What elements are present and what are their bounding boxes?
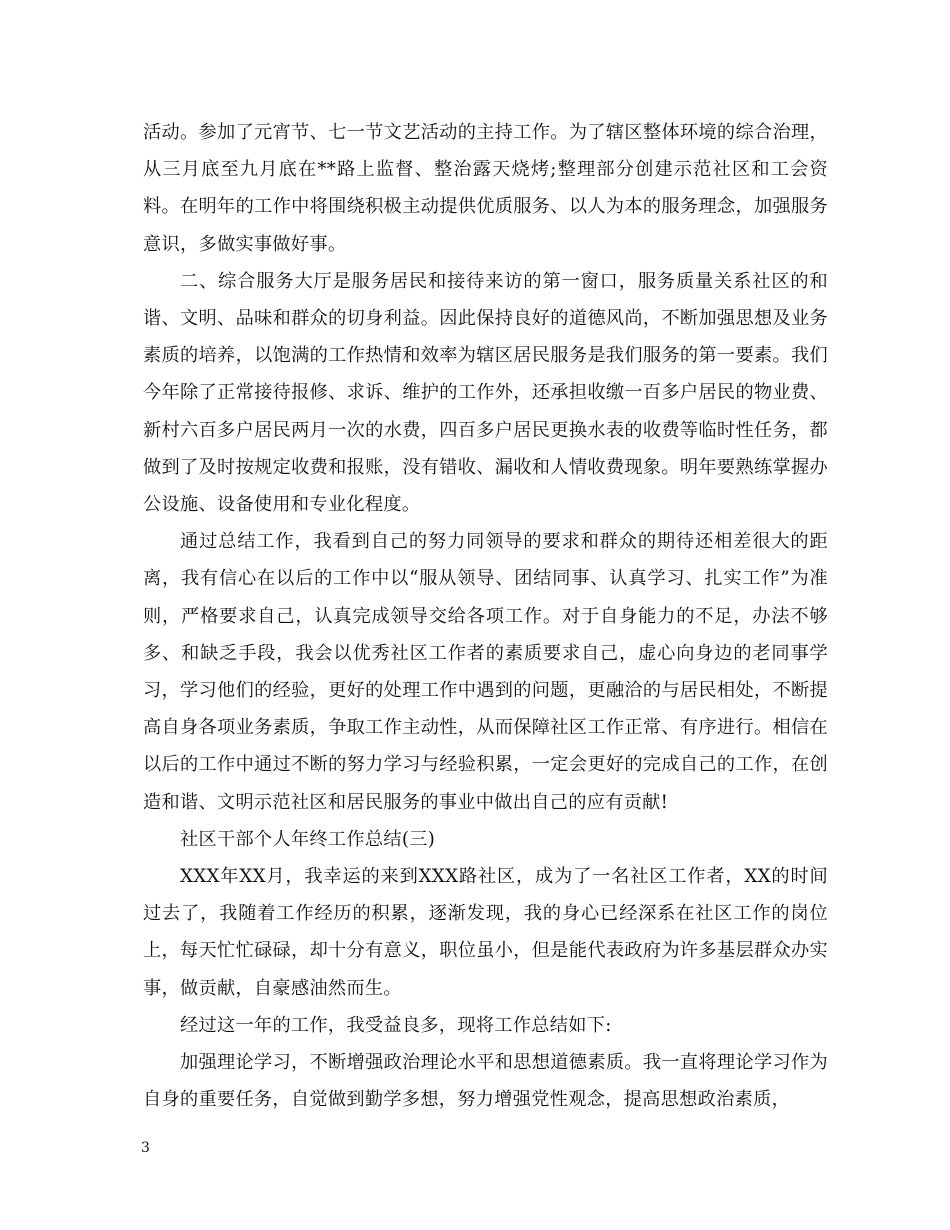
paragraph: 通过总结工作，我看到自己的努力同领导的要求和群众的期待还相差很大的距离，我有信心在以后的工作中以“服从领导、团结同事、认真学习、扎实工作”为准则，严格要求自己，认真完成领导交给各项工作。对于自身能力的不足，办法不够多、和缺乏手段，我会以优秀社区工作者的素质要求自己，虚心向身边的老同事学习，学习他们的经验，更好的处理工作中遇到的问题，更融洽的与居民相处，不断提高自身各项业务素质，争取工作主动性，从而保障社区工作正常、有序进行。相信在以后的工作中通过不断的努力学习与经验积累，一定会更好的完成自己的工作，在创造和谐、文明示范社区和居民服务的事业中做出自己的应有贡献! (143, 531, 828, 813)
document-body (143, 114, 828, 1118)
page-number: 3 (141, 1140, 150, 1156)
section-heading: 社区干部个人年终工作总结(三) (180, 828, 436, 850)
paragraph: XXX年XX月，我幸运的来到XXX路社区，成为了一名社区工作者，XX的时间过去了，我随着工作经历的积累，逐渐发现，我的身心已经深系在社区工作的岗位上，每天忙忙碌碌，却十分有意义，职位虽小，但是能代表政府为许多基层群众办实事，做贡献，自豪感油然而生。 (143, 866, 828, 999)
paragraph: 经过这一年的工作，我受益良多，现将工作总结如下: (180, 1014, 612, 1036)
paragraph: 加强理论学习，不断增强政治理论水平和思想道德素质。我一直将理论学习作为自身的重要任务，自觉做到勤学多想，努力增强党性观念，提高思想政治素质， (143, 1052, 828, 1111)
paragraph: 二、综合服务大厅是服务居民和接待来访的第一窗口，服务质量关系社区的和谐、文明、品味和群众的切身利益。因此保持良好的道德风尚，不断加强思想及业务素质的培养，以饱满的工作热情和效率为辖区居民服务是我们服务的第一要素。我们今年除了正常接待报修、求诉、维护的工作外，还承担收缴一百多户居民的物业费、新村六百多户居民两月一次的水费，四百多户居民更换水表的收费等临时性任务，都做到了及时按规定收费和报账，没有错收、漏收和人情收费现象。明年要熟练掌握办公设施、设备使用和专业化程度。 (143, 270, 828, 516)
paragraph: 活动。参加了元宵节、七一节文艺活动的主持工作。为了辖区整体环境的综合治理，从三月底至九月底在**路上监督、整治露天烧烤;整理部分创建示范社区和工会资料。在明年的工作中将围绕积极主动提供优质服务、以人为本的服务理念，加强服务意识，多做实事做好事。 (143, 122, 828, 255)
